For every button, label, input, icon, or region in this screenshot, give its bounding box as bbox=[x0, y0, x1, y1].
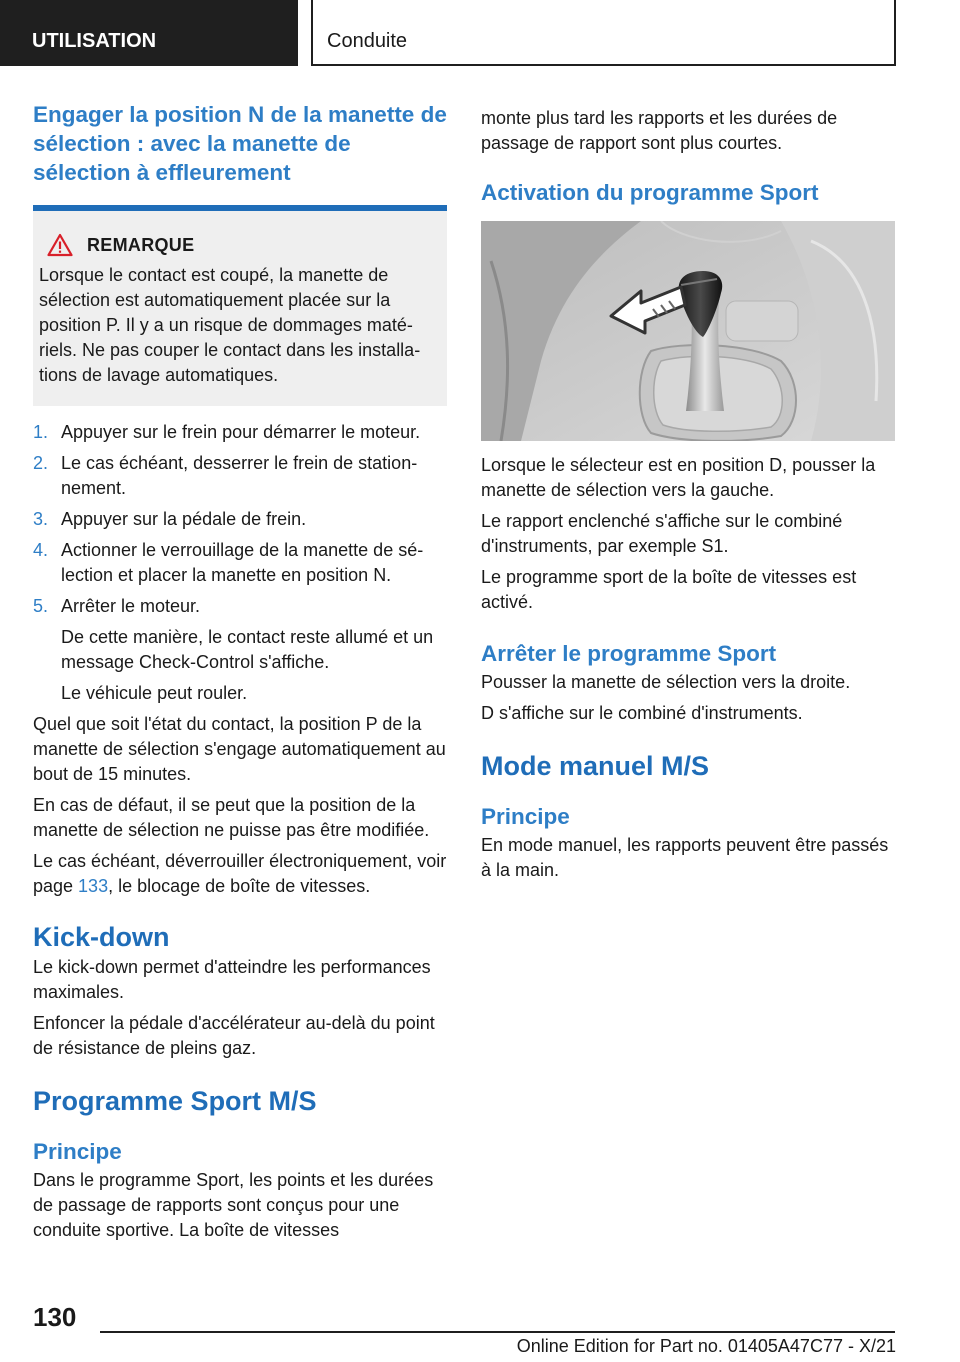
list-item bbox=[33, 420, 447, 445]
paragraph: Le programme sport de la boîte de vitesses est activé. bbox=[481, 567, 857, 612]
paragraph: Dans le programme Sport, les points et les durées de passage de rapports sont conçus pour une conduite sportive. La boîte de vitesses bbox=[33, 1170, 434, 1240]
note-text: Lorsque le contact est coupé, la manette de sélection est automatiquement placée sur la position P. Il y a un risque de dommages matériels. Ne pas couper le contact dans les installations de lavage automatiques. bbox=[39, 265, 421, 385]
step-text: Appuyer sur le frein pour démarrer le moteur. bbox=[61, 422, 421, 442]
step-number: 5. bbox=[33, 596, 49, 616]
paragraph-with-link bbox=[33, 849, 447, 899]
paragraph: Le rapport enclenché s'affiche sur le combiné d'instruments, par exemple S1. bbox=[481, 511, 843, 556]
note-title-row bbox=[39, 233, 437, 257]
heading-sport-ms: Programme Sport M/S bbox=[33, 1086, 317, 1116]
right-column bbox=[481, 106, 895, 883]
step-number: 2. bbox=[33, 453, 49, 473]
paragraph: En cas de défaut, il se peut que la position de la manette de sélection ne puisse pas être modifiée. bbox=[33, 795, 430, 840]
step-number: 4. bbox=[33, 540, 49, 560]
paragraph: Enfoncer la pédale d'accélérateur au-delà du point de résistance de pleins gaz. bbox=[33, 1013, 435, 1058]
list-item bbox=[33, 594, 447, 619]
warning-note bbox=[33, 205, 447, 406]
steps-list bbox=[33, 420, 447, 706]
heading-activation: Activation du programme Sport bbox=[481, 180, 819, 205]
paragraph: Le kick-down permet d'atteindre les performances maximales. bbox=[33, 957, 431, 1002]
paragraph: D s'affiche sur le combiné d'instruments. bbox=[481, 703, 803, 723]
step5-sub-text: Le véhicule peut rouler. bbox=[61, 683, 248, 703]
paragraph: Lorsque le sélecteur est en position D, pousser la manette de sélection vers la gauche. bbox=[481, 455, 876, 500]
list-item bbox=[33, 507, 447, 532]
step5-sub-text: De cette manière, le contact reste allumé et un message Check-Control s'affiche. bbox=[61, 627, 434, 672]
list-item bbox=[33, 451, 447, 501]
step-number: 1. bbox=[33, 422, 49, 442]
heading-principe: Principe bbox=[33, 1139, 122, 1164]
chapter-tab: Conduite bbox=[311, 0, 896, 66]
paragraph-text: , le blocage de boîte de vitesses. bbox=[108, 876, 371, 896]
paragraph: En mode manuel, les rapports peuvent être passés à la main. bbox=[481, 835, 889, 880]
page-link[interactable]: 133 bbox=[78, 876, 109, 896]
step-text: Actionner le verrouillage de la manette de sélection et placer la manette en position N. bbox=[61, 540, 424, 585]
heading-stop-sport: Arrêter le programme Sport bbox=[481, 641, 777, 666]
heading-kickdown: Kick-down bbox=[33, 922, 170, 952]
list-item bbox=[33, 538, 447, 588]
step-text: Appuyer sur la pédale de frein. bbox=[61, 509, 307, 529]
heading-engage-n: Engager la position N de la manette de sélection : avec la manette de sélection à effleurement bbox=[33, 102, 447, 185]
page-number: 130 bbox=[33, 1302, 77, 1332]
step-number: 3. bbox=[33, 509, 49, 529]
paragraph: Pousser la manette de sélection vers la droite. bbox=[481, 672, 851, 692]
step-text: Arrêter le moteur. bbox=[61, 596, 201, 616]
heading-principe: Principe bbox=[481, 804, 570, 829]
step-text: Le cas échéant, desserrer le frein de stationnement. bbox=[61, 453, 418, 498]
paragraph-text: Le cas échéant, déverrouiller électroniquement, voir page bbox=[33, 851, 447, 896]
gear-selector-illustration bbox=[481, 221, 895, 441]
footer-edition: Online Edition for Part no. 01405A47C77 - X/21 bbox=[516, 1336, 896, 1356]
left-column bbox=[33, 100, 447, 1243]
footer-divider bbox=[100, 1331, 895, 1333]
heading-manual-mode: Mode manuel M/S bbox=[481, 751, 710, 781]
paragraph: monte plus tard les rapports et les durées de passage de rapport sont plus courtes. bbox=[481, 108, 838, 153]
warning-triangle-icon bbox=[47, 233, 73, 257]
paragraph: Quel que soit l'état du contact, la position P de la manette de sélection s'engage automatiquement au bout de 15 minutes. bbox=[33, 714, 446, 784]
section-tab: UTILISATION bbox=[0, 0, 298, 66]
page-header bbox=[0, 0, 960, 66]
note-title: REMARQUE bbox=[87, 234, 195, 255]
